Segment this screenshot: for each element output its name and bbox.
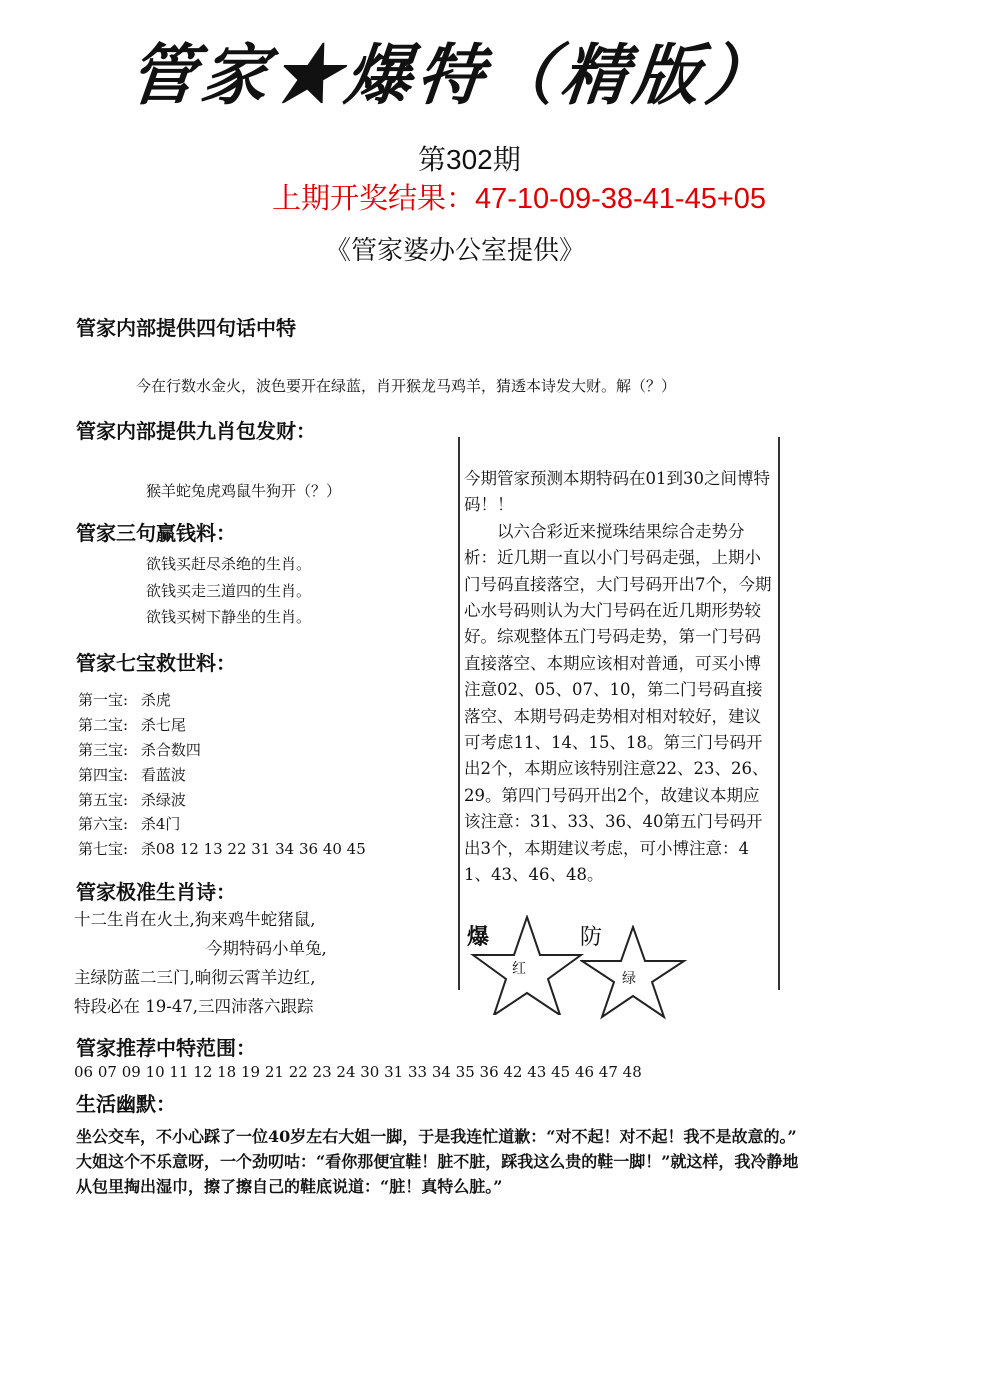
treasure-value: 杀08 12 13 22 31 34 36 40 45: [140, 840, 366, 858]
poem-line: 主绿防蓝二三门,晌彻云霄羊边红,: [74, 968, 316, 987]
three-sentences-line: 欲钱买树下静坐的生肖。: [146, 608, 312, 626]
treasure-item: [78, 838, 366, 859]
green-star-label: 绿: [622, 971, 636, 987]
range-numbers: 06 07 09 10 11 12 18 19 21 22 23 24 30 31 33 34 35 36 42 43 45 46 47 48: [74, 1063, 642, 1081]
prediction-box: [464, 466, 774, 889]
three-sentences-heading: 管家三句赢钱料：: [76, 521, 236, 545]
issue-number: 第302期: [418, 144, 521, 175]
bao-label: 爆: [467, 925, 490, 950]
nine-zodiac-heading: 管家内部提供九肖包发财：: [76, 419, 316, 443]
poem-line: 十二生肖在火土,狗来鸡牛蛇猪鼠,: [74, 910, 316, 929]
prediction-paragraph: 以六合彩近来搅珠结果综合走势分析：近几期一直以小门号码走强，上期小门号码直接落空，大门号码开出7个，今期心水号码则认为大门号码在近几期形势较好。综观整体五门号码走势，第一门号码直接落空、本期应该相对普通，可买小博注意02、05、07、10，第二门号码直接落空、本期号码走势相对相对较好，建议可考虑11、14、15、18。第三门号码开出2个，本期应该特别注意22、23、26、29。第四门号码开出2个，故建议本期应该注意：31、33、36、40第五门号码开出3个，本期建议考虑，可小博注意：41、43、46、48。: [464, 521, 772, 885]
treasure-value: 杀合数四: [140, 741, 201, 759]
provider-line: 《管家婆办公室提供》: [325, 236, 586, 266]
treasure-label: 第一宝:: [78, 691, 129, 709]
treasure-label: 第二宝:: [78, 716, 129, 734]
humor-heading: 生活幽默：: [76, 1092, 176, 1116]
last-result: [272, 176, 766, 217]
treasure-label: 第七宝:: [78, 840, 129, 858]
humor-line: 从包里掏出湿巾，擦了擦自己的鞋底说道：“脏！真特么脏。”: [76, 1177, 503, 1196]
treasure-item: [78, 739, 201, 760]
treasure-value: 看蓝波: [140, 766, 186, 784]
three-sentences-line: 欲钱买赶尽杀绝的生肖。: [146, 555, 312, 573]
treasure-value: 杀4门: [140, 815, 181, 833]
treasure-item: [78, 813, 180, 834]
treasure-item: [78, 789, 186, 810]
treasure-value: 杀虎: [140, 691, 171, 709]
prediction-left-border: [458, 437, 460, 990]
prediction-paragraph: 今期管家预测本期特码在01到30之间博特码！！: [464, 469, 770, 515]
poem-line: 特段必在 19-47,三四沛落六跟踪: [74, 997, 314, 1016]
treasure-label: 第五宝:: [78, 791, 129, 809]
red-star-label: 红: [512, 961, 526, 977]
treasure-value: 杀七尾: [140, 716, 186, 734]
treasure-value: 杀绿波: [140, 791, 186, 809]
three-sentences-line: 欲钱买走三道四的生肖。: [146, 582, 312, 600]
humor-line: 大姐这个不乐意呀，一个劲叨咕：“看你那便宜鞋！脏不脏，踩我这么贵的鞋一脚！”就这样，我冷静地: [76, 1152, 799, 1171]
red-star-icon: [470, 915, 590, 1015]
treasure-item: [78, 764, 186, 785]
last-result-label: 上期开奖结果：: [272, 183, 476, 215]
humor-line: 坐公交车，不小心踩了一位40岁左右大姐一脚，于是我连忙道歉：“对不起！对不起！我不是故意的。”: [76, 1127, 797, 1146]
four-sentences-text: 今在行数水金火，波色要开在绿蓝，肖开猴龙马鸡羊，猜透本诗发大财。解（？）: [136, 377, 677, 395]
seven-treasures-heading: 管家七宝救世料：: [76, 651, 236, 675]
treasure-label: 第三宝:: [78, 741, 129, 759]
nine-zodiac-text: 猴羊蛇兔虎鸡鼠牛狗开（？）: [146, 482, 342, 500]
fang-label: 防: [580, 925, 603, 950]
treasure-label: 第六宝:: [78, 815, 129, 833]
poem-line: 今期特码小单兔,: [206, 939, 327, 958]
range-heading: 管家推荐中特范围：: [76, 1036, 256, 1060]
poem-heading: 管家极准生肖诗：: [76, 880, 236, 904]
prediction-right-border: [778, 437, 780, 990]
last-result-value: 47-10-09-38-41-45+05: [475, 183, 767, 215]
treasure-item: [78, 689, 171, 710]
treasure-item: [78, 714, 186, 735]
treasure-label: 第四宝:: [78, 766, 129, 784]
four-sentences-heading: 管家内部提供四句话中特: [76, 316, 296, 340]
page-title: 管家★爆特（精版）: [125, 36, 782, 114]
